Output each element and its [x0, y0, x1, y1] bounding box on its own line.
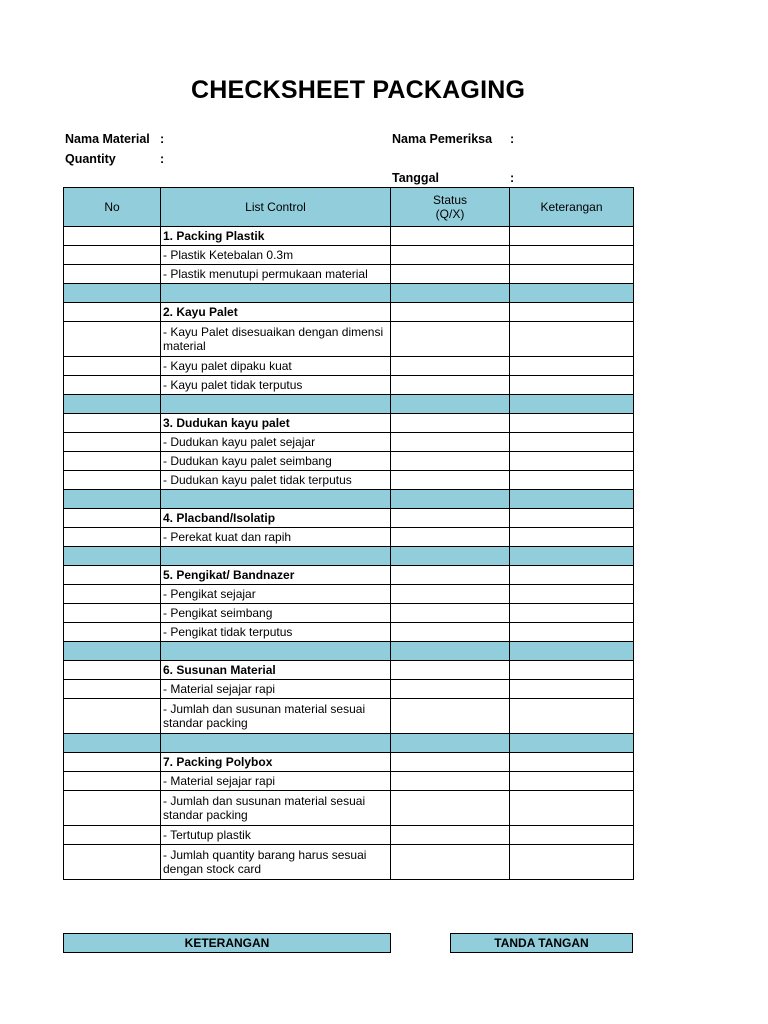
cell-list-control: - Dudukan kayu palet seimbang [161, 452, 391, 471]
cell-notes[interactable] [510, 772, 634, 791]
checklist-table [63, 187, 634, 880]
cell-no [64, 395, 161, 414]
cell-no [64, 227, 161, 246]
check-item-row [64, 623, 634, 642]
cell-no [64, 376, 161, 395]
check-item-row [64, 604, 634, 623]
cell-notes[interactable] [510, 395, 634, 414]
cell-no [64, 528, 161, 547]
check-item-row [64, 265, 634, 284]
check-item-row [64, 452, 634, 471]
section-title-row [64, 753, 634, 772]
cell-no [64, 623, 161, 642]
cell-notes[interactable] [510, 357, 634, 376]
signature-box: TANDA TANGAN [450, 933, 633, 953]
section-title-row [64, 509, 634, 528]
cell-list-control: - Perekat kuat dan rapih [161, 528, 391, 547]
cell-no [64, 642, 161, 661]
cell-list-control: - Tertutup plastik [161, 826, 391, 845]
cell-no [64, 753, 161, 772]
cell-notes[interactable] [510, 471, 634, 490]
cell-list-control: - Dudukan kayu palet tidak terputus [161, 471, 391, 490]
status-sub-label: (Q/X) [435, 207, 465, 221]
cell-no [64, 303, 161, 322]
cell-no [64, 265, 161, 284]
cell-no [64, 826, 161, 845]
cell-notes[interactable] [510, 753, 634, 772]
cell-status[interactable] [391, 490, 510, 509]
cell-status[interactable] [391, 284, 510, 303]
cell-status[interactable] [391, 826, 510, 845]
cell-notes[interactable] [510, 826, 634, 845]
check-item-row [64, 433, 634, 452]
cell-list-control: - Jumlah dan susunan material sesuai standar packing [161, 699, 391, 734]
cell-status[interactable] [391, 376, 510, 395]
quantity-colon: : [160, 152, 165, 166]
cell-no [64, 845, 161, 880]
cell-notes[interactable] [510, 547, 634, 566]
cell-list-control: 3. Dudukan kayu palet [161, 414, 391, 433]
cell-no [64, 322, 161, 357]
cell-notes[interactable] [510, 227, 634, 246]
cell-list-control [161, 490, 391, 509]
cell-notes[interactable] [510, 452, 634, 471]
col-header-notes: Keterangan [510, 188, 634, 227]
cell-notes[interactable] [510, 623, 634, 642]
cell-notes[interactable] [510, 661, 634, 680]
cell-notes[interactable] [510, 734, 634, 753]
check-item-row [64, 699, 634, 734]
cell-status[interactable] [391, 791, 510, 826]
section-title-row [64, 661, 634, 680]
cell-notes[interactable] [510, 322, 634, 357]
cell-status[interactable] [391, 227, 510, 246]
cell-status[interactable] [391, 395, 510, 414]
cell-notes[interactable] [510, 699, 634, 734]
check-item-row [64, 585, 634, 604]
cell-no [64, 734, 161, 753]
check-item-row [64, 528, 634, 547]
cell-no [64, 791, 161, 826]
cell-no [64, 509, 161, 528]
check-item-row [64, 471, 634, 490]
date-label: Tanggal [392, 171, 439, 185]
cell-status[interactable] [391, 753, 510, 772]
section-separator [64, 547, 634, 566]
material-colon: : [160, 132, 165, 146]
check-item-row [64, 826, 634, 845]
cell-list-control: - Pengikat sejajar [161, 585, 391, 604]
cell-status[interactable] [391, 471, 510, 490]
cell-notes[interactable] [510, 376, 634, 395]
cell-list-control: - Kayu Palet disesuaikan dengan dimensi material [161, 322, 391, 357]
cell-notes[interactable] [510, 642, 634, 661]
check-item-row [64, 791, 634, 826]
cell-status[interactable] [391, 322, 510, 357]
cell-list-control: 7. Packing Polybox [161, 753, 391, 772]
notes-box: KETERANGAN [63, 933, 391, 953]
section-separator [64, 734, 634, 753]
cell-list-control [161, 395, 391, 414]
cell-no [64, 604, 161, 623]
cell-list-control: - Kayu palet tidak terputus [161, 376, 391, 395]
cell-status[interactable] [391, 452, 510, 471]
cell-status[interactable] [391, 547, 510, 566]
cell-no [64, 452, 161, 471]
page-title: CHECKSHEET PACKAGING [191, 76, 526, 104]
section-separator [64, 642, 634, 661]
cell-no [64, 357, 161, 376]
cell-list-control: - Pengikat seimbang [161, 604, 391, 623]
cell-list-control: - Jumlah dan susunan material sesuai standar packing [161, 791, 391, 826]
cell-notes[interactable] [510, 585, 634, 604]
cell-no [64, 471, 161, 490]
inspector-label: Nama Pemeriksa [392, 132, 493, 146]
cell-notes[interactable] [510, 414, 634, 433]
cell-list-control: - Material sejajar rapi [161, 680, 391, 699]
check-item-row [64, 376, 634, 395]
cell-list-control: 5. Pengikat/ Bandnazer [161, 566, 391, 585]
cell-notes[interactable] [510, 680, 634, 699]
cell-status[interactable] [391, 585, 510, 604]
cell-status[interactable] [391, 414, 510, 433]
cell-list-control: - Plastik menutupi permukaan material [161, 265, 391, 284]
cell-status[interactable] [391, 566, 510, 585]
col-header-no: No [64, 188, 161, 227]
inspector-colon: : [510, 132, 515, 146]
cell-status[interactable] [391, 680, 510, 699]
cell-status[interactable] [391, 265, 510, 284]
cell-no [64, 772, 161, 791]
cell-no [64, 680, 161, 699]
cell-notes[interactable] [510, 490, 634, 509]
cell-status[interactable] [391, 604, 510, 623]
section-separator [64, 395, 634, 414]
cell-list-control: - Plastik Ketebalan 0.3m [161, 246, 391, 265]
cell-no [64, 547, 161, 566]
cell-no [64, 414, 161, 433]
check-item-row [64, 845, 634, 880]
section-separator [64, 284, 634, 303]
cell-status[interactable] [391, 433, 510, 452]
cell-list-control: 6. Susunan Material [161, 661, 391, 680]
cell-notes[interactable] [510, 303, 634, 322]
cell-no [64, 566, 161, 585]
check-item-row [64, 680, 634, 699]
cell-status[interactable] [391, 528, 510, 547]
cell-list-control: - Kayu palet dipaku kuat [161, 357, 391, 376]
cell-status[interactable] [391, 246, 510, 265]
check-item-row [64, 772, 634, 791]
cell-list-control: - Pengikat tidak terputus [161, 623, 391, 642]
cell-status[interactable] [391, 734, 510, 753]
material-label: Nama Material [65, 132, 150, 146]
cell-status[interactable] [391, 509, 510, 528]
cell-no [64, 490, 161, 509]
checklist-body [64, 227, 634, 880]
cell-status[interactable] [391, 357, 510, 376]
cell-no [64, 699, 161, 734]
cell-status[interactable] [391, 623, 510, 642]
check-item-row [64, 246, 634, 265]
section-separator [64, 490, 634, 509]
cell-no [64, 585, 161, 604]
cell-notes[interactable] [510, 566, 634, 585]
cell-list-control [161, 547, 391, 566]
date-colon: : [510, 171, 515, 185]
cell-status[interactable] [391, 642, 510, 661]
cell-notes[interactable] [510, 509, 634, 528]
cell-list-control [161, 284, 391, 303]
cell-status[interactable] [391, 661, 510, 680]
col-header-status [391, 188, 510, 227]
section-title-row [64, 303, 634, 322]
cell-notes[interactable] [510, 845, 634, 880]
status-label: Status [432, 193, 468, 207]
section-title-row [64, 227, 634, 246]
cell-list-control: - Jumlah quantity barang harus sesuai dengan stock card [161, 845, 391, 880]
cell-list-control: 1. Packing Plastik [161, 227, 391, 246]
cell-list-control [161, 642, 391, 661]
cell-notes[interactable] [510, 284, 634, 303]
cell-list-control: - Material sejajar rapi [161, 772, 391, 791]
cell-status[interactable] [391, 699, 510, 734]
quantity-label: Quantity [65, 152, 116, 166]
cell-no [64, 246, 161, 265]
cell-notes[interactable] [510, 433, 634, 452]
check-item-row [64, 322, 634, 357]
section-title-row [64, 414, 634, 433]
cell-list-control [161, 734, 391, 753]
cell-no [64, 433, 161, 452]
cell-list-control: - Dudukan kayu palet sejajar [161, 433, 391, 452]
cell-notes[interactable] [510, 604, 634, 623]
cell-list-control: 2. Kayu Palet [161, 303, 391, 322]
cell-no [64, 284, 161, 303]
cell-notes[interactable] [510, 246, 634, 265]
cell-status[interactable] [391, 303, 510, 322]
cell-status[interactable] [391, 772, 510, 791]
section-title-row [64, 566, 634, 585]
check-item-row [64, 357, 634, 376]
cell-list-control: 4. Placband/Isolatip [161, 509, 391, 528]
col-header-list-control: List Control [161, 188, 391, 227]
cell-notes[interactable] [510, 265, 634, 284]
cell-no [64, 661, 161, 680]
cell-status[interactable] [391, 845, 510, 880]
cell-notes[interactable] [510, 528, 634, 547]
cell-notes[interactable] [510, 791, 634, 826]
